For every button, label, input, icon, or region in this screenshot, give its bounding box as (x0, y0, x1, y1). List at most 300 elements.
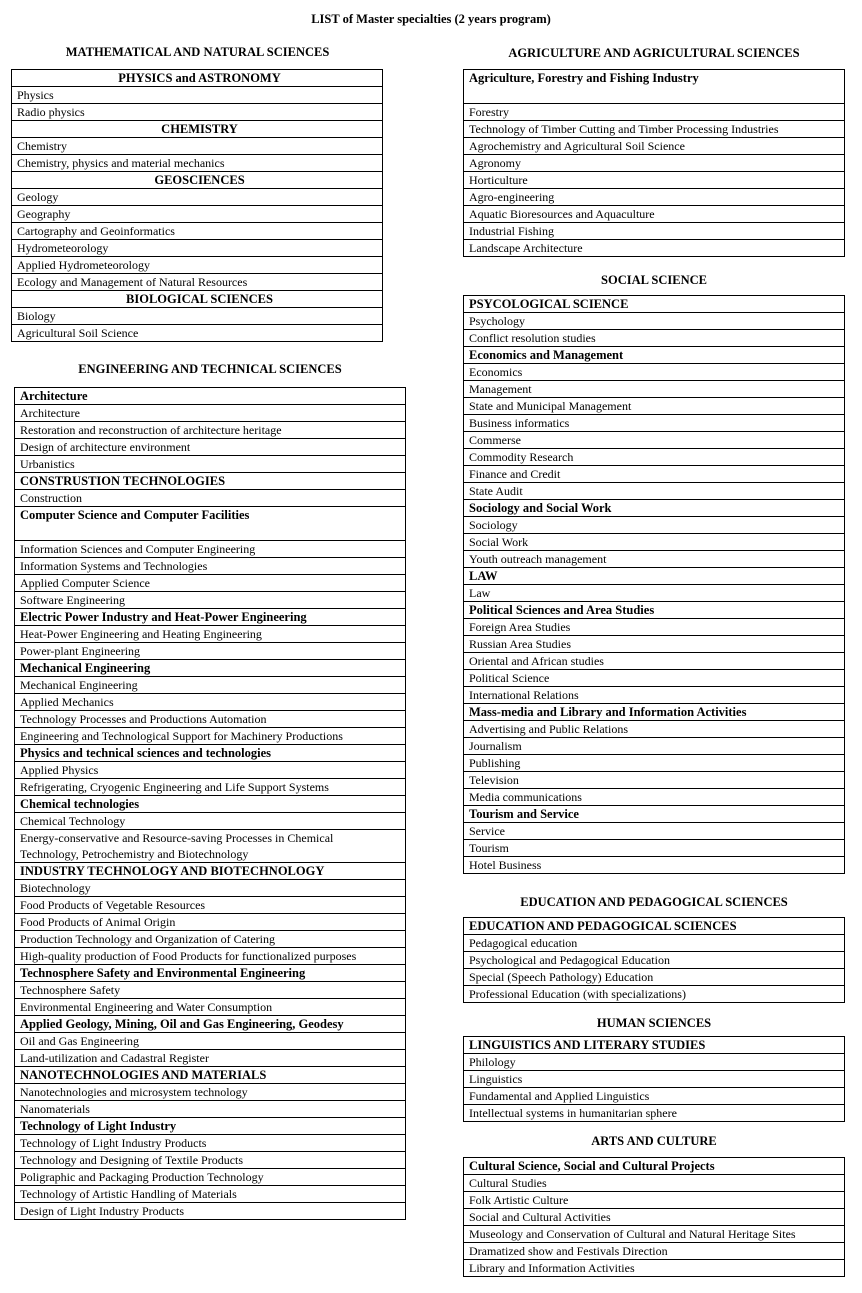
specialty-text: Oil and Gas Engineering (20, 1034, 139, 1048)
specialty-cell (464, 969, 845, 986)
group-header-text: GEOSCIENCES (154, 173, 245, 187)
specialty-row (464, 952, 845, 969)
section-heading-engineering: ENGINEERING AND TECHNICAL SCIENCES (78, 362, 342, 376)
specialty-text: Publishing (469, 756, 521, 770)
group-header-row (464, 704, 845, 721)
specialty-text: Applied Physics (20, 763, 99, 777)
group-header-row (464, 1158, 845, 1175)
specialty-text: Fundamental and Applied Linguistics (469, 1089, 650, 1103)
specialty-cell (464, 653, 845, 670)
specialty-row (464, 223, 845, 240)
group-header-text: Tourism and Service (469, 807, 579, 821)
specialty-row (464, 1260, 845, 1277)
specialty-row (464, 986, 845, 1003)
specialty-row (15, 490, 406, 507)
specialty-row (464, 189, 845, 206)
specialty-cell (15, 592, 406, 609)
group-header-cell (12, 121, 383, 138)
specialty-cell (12, 87, 383, 104)
specialty-row (464, 670, 845, 687)
group-header-row (12, 291, 383, 308)
group-header-cell (464, 1158, 845, 1175)
specialty-text: Political Science (469, 671, 550, 685)
specialty-text: Cartography and Geoinformatics (17, 224, 175, 238)
specialty-text: Special (Speech Pathology) Education (469, 970, 654, 984)
specialty-cell (15, 897, 406, 914)
specialty-cell (464, 1209, 845, 1226)
specialty-cell (15, 813, 406, 830)
specialty-row (464, 969, 845, 986)
specialty-row (464, 104, 845, 121)
specialty-cell (12, 155, 383, 172)
group-header-row (15, 388, 406, 405)
group-header-text: CONSTRUSTION TECHNOLOGIES (20, 474, 226, 488)
specialty-cell (464, 1243, 845, 1260)
group-header-text: Electric Power Industry and Heat-Power Engineering (20, 610, 307, 624)
group-header-cell (15, 507, 406, 541)
specialty-row (15, 643, 406, 660)
specialty-text: Technology of Artistic Handling of Materials (20, 1187, 237, 1201)
group-header-row (464, 296, 845, 313)
group-header-text: LINGUISTICS AND LITERARY STUDIES (469, 1038, 706, 1052)
specialty-row (464, 121, 845, 138)
specialty-cell (464, 155, 845, 172)
specialty-row (15, 711, 406, 728)
specialty-text: Management (469, 382, 532, 396)
group-header-row (15, 473, 406, 490)
group-header-row (15, 863, 406, 880)
specialty-text: Production Technology and Organization of Catering (20, 932, 275, 946)
specialty-cell (464, 517, 845, 534)
group-header-text: Architecture (20, 389, 88, 403)
specialty-row (15, 1186, 406, 1203)
specialty-row (464, 1054, 845, 1071)
specialty-cell (464, 172, 845, 189)
specialty-cell (12, 206, 383, 223)
specialty-cell (15, 677, 406, 694)
group-header-cell (464, 347, 845, 364)
specialty-row (464, 432, 845, 449)
specialty-row (15, 914, 406, 931)
specialty-text: Commerse (469, 433, 521, 447)
group-header-row (15, 1016, 406, 1033)
specialty-text: Journalism (469, 739, 522, 753)
specialty-text: Media communications (469, 790, 582, 804)
specialty-row (464, 415, 845, 432)
group-header-text: LAW (469, 569, 498, 583)
specialty-text: Hotel Business (469, 858, 542, 872)
specialty-text: Information Sciences and Computer Engineering (20, 542, 256, 556)
group-header-text: BIOLOGICAL SCIENCES (126, 292, 273, 306)
group-header-cell (464, 806, 845, 823)
specialty-text: International Relations (469, 688, 579, 702)
specialty-row (464, 585, 845, 602)
specialty-text: Nanotechnologies and microsystem technology (20, 1085, 248, 1099)
specialty-text: Design of Light Industry Products (20, 1204, 184, 1218)
group-header-row (464, 500, 845, 517)
specialty-cell (464, 1071, 845, 1088)
specialty-cell (15, 880, 406, 897)
section-heading-arts: ARTS AND CULTURE (591, 1134, 717, 1148)
specialty-text: Power-plant Engineering (20, 644, 141, 658)
specialty-cell (464, 738, 845, 755)
specialty-row (15, 575, 406, 592)
specialty-text: Folk Artistic Culture (469, 1193, 569, 1207)
specialty-row (15, 1033, 406, 1050)
specialty-text: Industrial Fishing (469, 224, 555, 238)
specialty-text: Tourism (469, 841, 509, 855)
specialty-cell (464, 755, 845, 772)
specialty-cell (15, 1135, 406, 1152)
specialty-cell (15, 490, 406, 507)
specialty-cell (15, 1033, 406, 1050)
group-header-cell (15, 745, 406, 762)
specialty-text: Technology of Timber Cutting and Timber Processing Industries (469, 122, 779, 136)
specialty-row (15, 982, 406, 999)
specialty-row (12, 155, 383, 172)
specialty-text: Biology (17, 309, 56, 323)
group-header-cell (464, 918, 845, 935)
specialty-text: Law (469, 586, 491, 600)
specialty-cell (464, 1054, 845, 1071)
group-header-row (464, 806, 845, 823)
specialty-text: Applied Hydrometeorology (17, 258, 150, 272)
specialty-cell (464, 636, 845, 653)
group-header-row (15, 660, 406, 677)
specialty-cell (12, 104, 383, 121)
specialty-cell (15, 999, 406, 1016)
specialty-text: Agrochemistry and Agricultural Soil Science (469, 139, 685, 153)
group-header-cell (15, 965, 406, 982)
specialty-row (15, 999, 406, 1016)
specialty-row (12, 325, 383, 342)
specialty-row (464, 823, 845, 840)
group-header-text: Applied Geology, Mining, Oil and Gas Engineering, Geodesy (20, 1017, 344, 1031)
specialty-cell (15, 643, 406, 660)
specialty-cell (464, 721, 845, 738)
specialty-row (15, 880, 406, 897)
specialty-text: Radio physics (17, 105, 85, 119)
specialty-text: Social and Cultural Activities (469, 1210, 611, 1224)
specialty-row (12, 138, 383, 155)
specialty-cell (464, 670, 845, 687)
specialty-row (464, 1088, 845, 1105)
group-header-row (464, 70, 845, 104)
specialty-text: Technology and Designing of Textile Products (20, 1153, 244, 1167)
group-header-text: Political Sciences and Area Studies (469, 603, 655, 617)
specialty-cell (464, 823, 845, 840)
specialty-row (12, 104, 383, 121)
group-header-row (15, 796, 406, 813)
specialty-row (15, 1169, 406, 1186)
specialty-text: Russian Area Studies (469, 637, 571, 651)
group-header-row (12, 121, 383, 138)
table-agriculture (463, 69, 845, 257)
group-header-cell (15, 1067, 406, 1084)
specialty-cell (15, 456, 406, 473)
specialty-text: Hydrometeorology (17, 241, 109, 255)
specialty-row (464, 1071, 845, 1088)
specialty-text: Business informatics (469, 416, 570, 430)
specialty-text: Chemical Technology (20, 814, 126, 828)
specialty-cell (15, 728, 406, 745)
specialty-row (15, 762, 406, 779)
specialty-text: Chemistry (17, 139, 67, 153)
specialty-cell (464, 432, 845, 449)
specialty-cell (15, 931, 406, 948)
specialty-text: Service (469, 824, 505, 838)
specialty-row (464, 772, 845, 789)
specialty-text: Philology (469, 1055, 516, 1069)
table-education (463, 917, 845, 1003)
specialty-row (464, 1209, 845, 1226)
specialty-cell (464, 857, 845, 874)
specialty-text: Social Work (469, 535, 529, 549)
specialty-text: Commodity Research (469, 450, 574, 464)
specialty-text: Sociology (469, 518, 518, 532)
specialty-cell (15, 1169, 406, 1186)
specialty-cell (15, 914, 406, 931)
specialty-row (464, 172, 845, 189)
specialty-cell (15, 982, 406, 999)
specialty-row (15, 830, 406, 863)
specialty-row (15, 1135, 406, 1152)
specialty-row (464, 551, 845, 568)
specialty-text: Economics (469, 365, 523, 379)
specialty-cell (15, 541, 406, 558)
specialty-cell (15, 405, 406, 422)
specialty-row (464, 755, 845, 772)
specialty-row (464, 857, 845, 874)
specialty-text: Physics (17, 88, 54, 102)
specialty-row (464, 517, 845, 534)
specialty-text-continued: Technology, Petrochemistry and Biotechnology (20, 847, 249, 861)
specialty-cell (464, 619, 845, 636)
group-header-cell (15, 1016, 406, 1033)
specialty-text: Urbanistics (20, 457, 75, 471)
specialty-cell (464, 466, 845, 483)
group-header-text: Cultural Science, Social and Cultural Projects (469, 1159, 715, 1173)
specialty-cell (12, 189, 383, 206)
specialty-text: Pedagogical education (469, 936, 578, 950)
specialty-text: Ecology and Management of Natural Resources (17, 275, 248, 289)
group-header-text: Sociology and Social Work (469, 501, 612, 515)
specialty-cell (464, 986, 845, 1003)
specialty-row (15, 405, 406, 422)
group-header-cell (15, 388, 406, 405)
specialty-text: Landscape Architecture (469, 241, 583, 255)
specialty-text: Technology of Light Industry Products (20, 1136, 207, 1150)
specialty-text: Agricultural Soil Science (17, 326, 139, 340)
specialty-row (15, 1203, 406, 1220)
specialty-row (15, 1084, 406, 1101)
specialty-cell (12, 223, 383, 240)
specialty-row (15, 948, 406, 965)
specialty-cell (12, 138, 383, 155)
specialty-text: Construction (20, 491, 82, 505)
specialty-row (464, 534, 845, 551)
specialty-text: Engineering and Technological Support for Machinery Productions (20, 729, 343, 743)
specialty-text: State Audit (469, 484, 523, 498)
specialty-cell (15, 626, 406, 643)
specialty-cell (15, 1152, 406, 1169)
specialty-text: Youth outreach management (469, 552, 607, 566)
specialty-row (464, 483, 845, 500)
specialty-text: Horticulture (469, 173, 528, 187)
group-header-cell (15, 473, 406, 490)
specialty-text: Forestry (469, 105, 509, 119)
specialty-row (464, 206, 845, 223)
specialty-row (464, 138, 845, 155)
specialty-cell (15, 1084, 406, 1101)
specialty-text: Oriental and African studies (469, 654, 604, 668)
specialty-text: Finance and Credit (469, 467, 561, 481)
specialty-cell (464, 772, 845, 789)
specialty-cell (464, 449, 845, 466)
specialty-text: State and Municipal Management (469, 399, 632, 413)
specialty-cell (15, 1186, 406, 1203)
specialty-text: Architecture (20, 406, 80, 420)
specialty-row (15, 439, 406, 456)
specialty-row (15, 626, 406, 643)
specialty-text: Applied Mechanics (20, 695, 114, 709)
group-header-cell (15, 1118, 406, 1135)
table-human (463, 1036, 845, 1122)
specialty-row (15, 541, 406, 558)
specialty-row (12, 274, 383, 291)
specialty-row (464, 636, 845, 653)
specialty-cell (464, 206, 845, 223)
specialty-row (464, 449, 845, 466)
specialty-text: Psychology (469, 314, 526, 328)
specialty-cell (464, 952, 845, 969)
specialty-cell (464, 121, 845, 138)
group-header-text: CHEMISTRY (161, 122, 238, 136)
specialty-text: Refrigerating, Cryogenic Engineering and Life Support Systems (20, 780, 329, 794)
specialty-row (12, 189, 383, 206)
specialty-cell (464, 381, 845, 398)
specialty-text: Food Products of Vegetable Resources (20, 898, 206, 912)
specialty-cell (464, 189, 845, 206)
specialty-row (12, 87, 383, 104)
group-header-text: EDUCATION AND PEDAGOGICAL SCIENCES (469, 919, 737, 933)
specialty-text: Agro-engineering (469, 190, 555, 204)
specialty-text: Professional Education (with specializations) (469, 987, 686, 1001)
specialty-cell (464, 415, 845, 432)
group-header-cell (15, 609, 406, 626)
table-arts (463, 1157, 845, 1277)
specialty-cell (464, 483, 845, 500)
specialty-row (12, 223, 383, 240)
specialty-cell (15, 575, 406, 592)
specialty-cell (464, 1088, 845, 1105)
specialty-row (464, 240, 845, 257)
specialty-text: Intellectual systems in humanitarian sphere (469, 1106, 677, 1120)
group-header-cell (15, 796, 406, 813)
document-title: LIST of Master specialties (2 years program) (311, 12, 551, 26)
specialty-text: Nanomaterials (20, 1102, 90, 1116)
group-header-cell (15, 660, 406, 677)
specialty-text: Technology Processes and Productions Automation (20, 712, 267, 726)
section-heading-human: HUMAN SCIENCES (596, 1016, 712, 1030)
group-header-row (15, 507, 406, 541)
specialty-row (15, 931, 406, 948)
specialty-text: Poligraphic and Packaging Production Technology (20, 1170, 264, 1184)
specialty-text: Energy-conservative and Resource-saving Processes in Chemical (20, 831, 334, 845)
specialty-text: High-quality production of Food Products for functionalized purposes (20, 949, 357, 963)
section-heading-social: SOCIAL SCIENCE (601, 273, 707, 287)
group-header-cell (12, 70, 383, 87)
specialty-text: Mechanical Engineering (20, 678, 138, 692)
specialty-row (15, 422, 406, 439)
specialty-cell (464, 1175, 845, 1192)
specialty-cell (15, 558, 406, 575)
table-social (463, 295, 845, 874)
group-header-row (464, 347, 845, 364)
specialty-text: Design of architecture environment (20, 440, 191, 454)
group-header-text: Physics and technical sciences and technologies (20, 746, 272, 760)
group-header-text: NANOTECHNOLOGIES AND MATERIALS (20, 1068, 267, 1082)
specialty-text: Advertising and Public Relations (469, 722, 628, 736)
specialty-cell (464, 1105, 845, 1122)
group-header-text: PSYCOLOGICAL SCIENCE (469, 297, 629, 311)
specialty-cell (15, 830, 406, 863)
table-engineering (14, 387, 406, 1220)
specialty-cell (464, 935, 845, 952)
specialty-cell (464, 789, 845, 806)
section-heading-math-natural: MATHEMATICAL AND NATURAL SCIENCES (65, 45, 330, 59)
group-header-cell (464, 500, 845, 517)
specialty-row (464, 1226, 845, 1243)
specialty-text: Applied Computer Science (20, 576, 150, 590)
group-header-cell (464, 704, 845, 721)
specialty-cell (15, 948, 406, 965)
specialty-cell (464, 240, 845, 257)
specialty-row (15, 456, 406, 473)
specialty-cell (15, 439, 406, 456)
specialty-cell (12, 257, 383, 274)
specialty-text: Technosphere Safety (20, 983, 121, 997)
specialty-row (464, 466, 845, 483)
group-header-row (464, 918, 845, 935)
specialty-text: Library and Information Activities (469, 1261, 635, 1275)
specialty-text: Geology (17, 190, 59, 204)
specialty-cell (12, 274, 383, 291)
specialty-cell (464, 534, 845, 551)
specialty-row (15, 558, 406, 575)
group-header-cell (464, 1037, 845, 1054)
group-header-text: Chemical technologies (20, 797, 140, 811)
group-header-row (15, 1118, 406, 1135)
specialty-row (464, 1175, 845, 1192)
group-header-row (15, 745, 406, 762)
group-header-cell (15, 863, 406, 880)
specialty-row (15, 1050, 406, 1067)
group-header-cell (464, 296, 845, 313)
section-heading-agriculture: AGRICULTURE AND AGRICULTURAL SCIENCES (508, 46, 800, 60)
specialty-row (464, 721, 845, 738)
specialty-text: Agronomy (469, 156, 521, 170)
group-header-row (464, 568, 845, 585)
group-header-row (464, 602, 845, 619)
specialty-text: Foreign Area Studies (469, 620, 571, 634)
specialty-row (464, 364, 845, 381)
specialty-text: Restoration and reconstruction of architecture heritage (20, 423, 282, 437)
specialty-cell (464, 585, 845, 602)
specialty-text: Psychological and Pedagogical Education (469, 953, 670, 967)
specialty-row (15, 592, 406, 609)
group-header-text: PHYSICS and ASTRONOMY (118, 71, 281, 85)
